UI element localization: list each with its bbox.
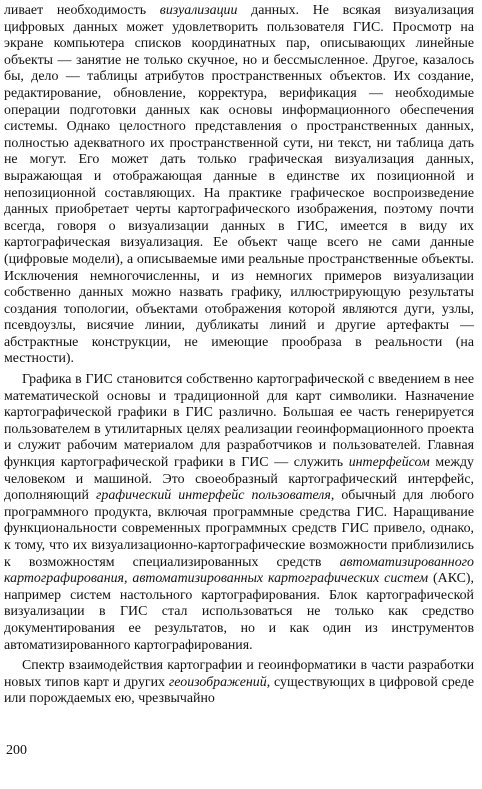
text-run: , обычный для любого программного продукта, включая программные средства ГИС. Наращивание функциональности современных программных средств ГИС привело, однако, к тому, что их визуализационно-картографические возможности приблизились к возможностям специализированных средств <box>4 488 474 570</box>
paragraph-2 <box>4 372 474 654</box>
text-run: , существующих в цифровой среде или порождаемых ею, чрезвычайно <box>4 674 475 707</box>
italic-term: геоизображений <box>168 674 267 690</box>
italic-term: визуализации <box>159 3 238 18</box>
italic-term: графический интерфейс пользователя <box>95 488 331 504</box>
text-run: Спектр взаимодействия картографии и геоинформатики в части разработки новых типов карт и других <box>4 658 474 690</box>
paragraph-1 <box>4 3 474 368</box>
italic-term: автоматизированного картографирования, автоматизированных картографических систем <box>4 554 474 587</box>
page-number: 200 <box>6 743 27 758</box>
italic-term: интерфейсом <box>348 455 430 471</box>
text-run: между человеком и машиной. Это своеобразный картографический интерфейс, дополняющий <box>4 455 474 504</box>
text-run: ливает необходимость <box>4 3 160 18</box>
paragraph-3 <box>4 658 474 708</box>
text-run: (АКС), например систем настольного картографирования. Блок картографической визуализации в ГИС стал использоваться не только как средство документирования ее результатов, но и как один из инструментов автоматизированного картографирования. <box>4 571 474 653</box>
text-run: Графика в ГИС становится собственно картографической с введением в нее математической основы и традиционной для карт символики. Назначение картографической графики в ГИС различно. Большая ее часть генерируется пользователем в утилитарных целях реализации геоинформационного проекта и служит рабочим материалом для разработчиков и пользователей. Главная функция картографической графики в ГИС — служить <box>4 372 474 471</box>
page-body <box>4 3 474 708</box>
text-run: данных. Не всякая визуализация цифровых данных может удовлетворить пользователя ГИС. Просмотр на экране компьютера списков координатных пар, описывающих линейные объекты — занятие не только скучное, но и бессмысленное. Другое, казалось бы, дело — таблицы атрибутов пространственных объектов. Их создание, редактирование, обновление, корректура, верификация — необходимые операции подготовки данных как основы информационного обеспечения системы. Однако целостного представления о пространственных данных, полностью адекватного их пространственной сути, ни текст, ни таблица дать не могут. Его может дать только графическая визуализация данных, выражающая и отображающая данные в единстве их позиционной и непозиционной составляющих. На практике графическое воспроизведение данных приобретает черты картографического изображения, поэтому почти всегда, говоря о визуализации данных в ГИС, имеется в виду их картографическая визуализация. Ее объект чаще всего не сами данные (цифровые модели), а описываемые ими реальные пространственные объекты. Исключения немногочисленны, и из немногих примеров визуализации собственно данных можно назвать графику, иллюстрирующую результаты создания топологии, объектами отображения которой являются дуги, узлы, псевдоузлы, висячие линии, дубликаты линий и другие артефакты — абстрактные конструкции, не имеющие прообраза в реальности (на местности). <box>4 3 474 367</box>
